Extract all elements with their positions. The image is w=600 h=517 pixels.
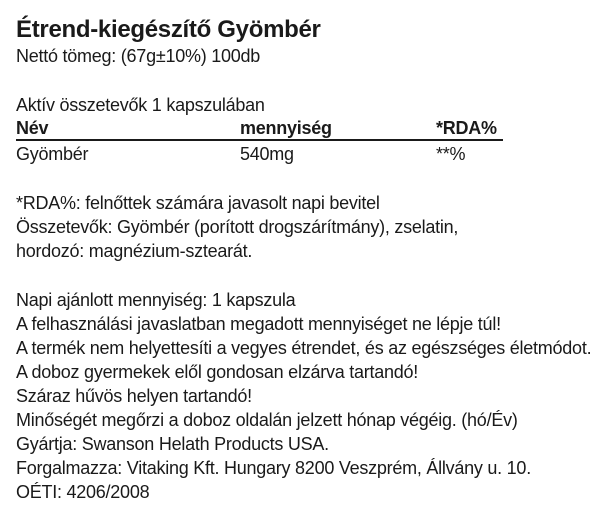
active-ingredients-heading: Aktív összetevők 1 kapszulában	[16, 95, 265, 115]
ingredient-rda: **%	[436, 144, 466, 164]
manufacturer-line: Gyártja: Swanson Helath Products USA.	[16, 434, 329, 454]
ingredients-table	[16, 117, 503, 166]
column-header-quantity: mennyiség	[240, 118, 332, 138]
registration-line: OÉTI: 4206/2008	[16, 482, 150, 502]
ingredient-quantity: 540mg	[240, 144, 294, 164]
table-header-row	[16, 117, 503, 141]
column-header-rda: *RDA%	[436, 118, 497, 138]
dosage-line: Napi ajánlott mennyiség: 1 kapszula	[16, 290, 296, 310]
warning-line-5: Minőségét megőrzi a doboz oldalán jelzett hónap végéig. (hó/Év)	[16, 410, 518, 430]
table-row	[16, 141, 503, 166]
ingredient-name: Gyömbér	[16, 144, 89, 164]
ingredients-line-2: hordozó: magnézium-sztearát.	[16, 241, 253, 261]
net-weight: Nettó tömeg: (67g±10%) 100db	[16, 46, 261, 66]
warning-line-3: A doboz gyermekek elől gondosan elzárva tartandó!	[16, 362, 419, 382]
warning-line-2: A termék nem helyettesíti a vegyes étrendet, és az egészséges életmódot.	[16, 338, 592, 358]
column-header-name: Név	[16, 118, 49, 138]
warning-line-4: Száraz hűvös helyen tartandó!	[16, 386, 252, 406]
warning-line-1: A felhasználási javaslatban megadott mennyiséget ne lépje túl!	[16, 314, 501, 334]
rda-note: *RDA%: felnőttek számára javasolt napi bevitel	[16, 193, 380, 213]
distributor-line: Forgalmazza: Vitaking Kft. Hungary 8200 Veszprém, Állvány u. 10.	[16, 458, 531, 478]
product-title: Étrend-kiegészítő Gyömbér	[16, 16, 321, 43]
ingredients-line-1: Összetevők: Gyömbér (porított drogszárítmány), zselatin,	[16, 217, 459, 237]
